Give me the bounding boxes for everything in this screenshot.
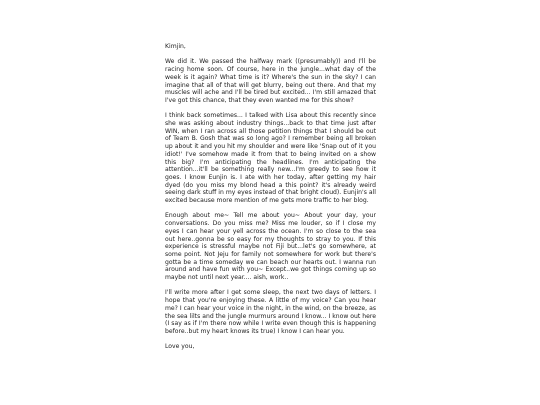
letter-paragraph-3: Enough about me~ Tell me about you~ About your day, your conversations. Do you miss me? Miss me louder, so if I close my eyes I can hear your yell across the ocean. I'm so close to the sea out here..gonna be so easy for my thoughts to stray to you. If this experience is stressful maybe not Fiji but...let's go somewhere, at some point. Not Jeju for family not somewhere for work but there's gotta be a time someday we can beach our hearts out. I wanna run around and have fun with you~ Except..we got things coming up so maybe not until next year.... aish, work.. — [165, 212, 376, 282]
letter-paragraph-1: We did it. We passed the halfway mark ((presumably)) and I'll be racing home soon. Of course, here in the jungle...what day of the week is it again? What time is it? Where's the sun in the sky? I can imagine that all of that will get blurry, being out there. And that my muscles will ache and I'll be tired but excited... I'm still amazed that I've got this chance, that they even wanted me for this show? — [165, 58, 376, 104]
letter-closing: Love you, — [165, 343, 195, 351]
letter-paragraph-2: I think back sometimes... I talked with Lisa about this recently since she was asking about industry things...back to that time just after WIN, when I ran across all those petition things that I should be out of Team B. Gosh that was so long ago? I remember being all broken up about it and you hit my shoulder and were like 'Snap out of it you idiot!' I've somehow made it from that to being invited on a show this big? I'm anticipating the headlines. I'm anticipating the attention...it'll be something really new...I'm greedy to see how it goes. I know Eunjin is. I ate with her today, after getting my hair dyed (do you miss my blond head a this point? it's already weird seeing dark stuff in my eyes instead of that bright cloud). Eunjin's all excited because more mention of me gets more traffic to her blog. — [165, 112, 376, 205]
letter-paragraph-4: I'll write more after I get some sleep, the next two days of letters. I hope that you're enjoying these. A little of my voice? Can you hear me? I can hear your voice in the night, in the wind, on the breeze, as the sea lilts and the jungle murmurs around I know... I know out here (I say as if I'm there now while I write even though this is happening before..but my heart knows its true) I know I can hear you. — [165, 289, 376, 335]
letter-salutation: Kimjin, — [165, 43, 186, 50]
letter-body — [165, 43, 376, 351]
